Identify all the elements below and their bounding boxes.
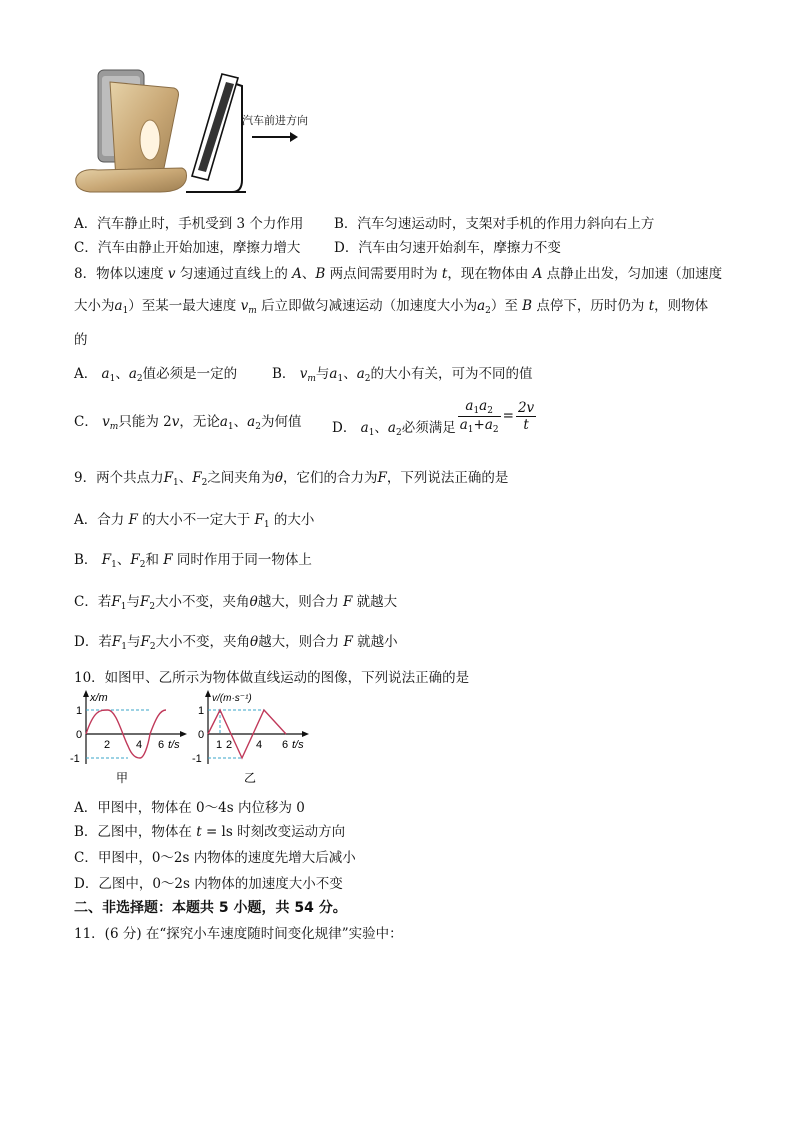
q9-option-c: C．若$F_1$与$F_2$大小不变，夹角θ越大，则合力 F 就越大 <box>74 594 398 612</box>
q8-option-c: C． $v_m$只能为 2v，无论$a_1$、$a_2$为何值 <box>74 414 302 432</box>
q7-option-c: C．汽车由静止开始加速，摩擦力增大 <box>74 240 301 256</box>
q8-stem-line3: 的 <box>74 332 88 348</box>
yi-ytick-0: 0 <box>198 729 205 741</box>
q9-stem: 9．两个共点力$F_1$、$F_2$之间夹角为θ，它们的合力为F，下列说法正确的是 <box>74 470 509 488</box>
q9-option-b: B． $F_1$、$F_2$和 F 同时作用于同一物体上 <box>74 552 312 570</box>
jia-xlabel: t/s <box>168 739 180 751</box>
jia-caption: 甲 <box>116 771 129 785</box>
q10-option-a: A．甲图中，物体在 0～4s 内位移为 0 <box>74 800 305 816</box>
phone-stand-diagram <box>182 70 252 198</box>
jia-xtick-2: 2 <box>104 739 111 751</box>
graph-jia <box>70 688 190 788</box>
fraction-a1a2: $\frac{a_1a_2}{a_1+a_2}$ <box>459 398 499 435</box>
jia-ytick-1: 1 <box>76 705 83 717</box>
yi-xlabel: t/s <box>292 739 304 751</box>
yi-xtick-2: 2 <box>226 739 233 751</box>
q7-option-b: B．汽车匀速运动时，支架对手机的作用力斜向右上方 <box>334 216 655 232</box>
q10-stem: 10．如图甲、乙所示为物体做直线运动的图像，下列说法正确的是 <box>74 670 470 686</box>
yi-ytick-m1: -1 <box>192 753 202 765</box>
yi-ylabel: v/(m·s⁻¹) <box>212 693 252 704</box>
arrow-right-icon <box>250 130 300 144</box>
graph-yi <box>194 688 324 788</box>
q8-option-d: D． $a_1$、$a_2$必须满足 $\frac{a_1a_2}{a_1+a_2}$ = $\frac{2v}{t}$ <box>332 398 535 438</box>
q7-option-a: A．汽车静止时，手机受到 3 个力作用 <box>74 216 304 232</box>
yi-xtick-6: 6 <box>282 739 289 751</box>
q10-option-d: D．乙图中，0～2s 内物体的加速度大小不变 <box>74 876 343 892</box>
yi-caption: 乙 <box>244 771 257 785</box>
yi-ytick-1: 1 <box>198 705 205 717</box>
section-two-title: 二、非选择题：本题共 5 小题，共 54 分。 <box>74 900 347 916</box>
yi-xtick-1: 1 <box>216 739 223 751</box>
q7-option-d: D．汽车由匀速开始刹车，摩擦力不变 <box>334 240 561 256</box>
q8-option-b: B． $v_m$与$a_1$、$a_2$的大小有关，可为不同的值 <box>272 366 533 384</box>
q10-option-c: C．甲图中，0～2s 内物体的速度先增大后减小 <box>74 850 356 866</box>
jia-xtick-6: 6 <box>158 739 165 751</box>
q9-option-d: D．若$F_1$与$F_2$大小不变，夹角θ越大，则合力 F 就越小 <box>74 634 398 652</box>
jia-ylabel: x/m <box>90 692 108 704</box>
q8-option-a: A． $a_1$、$a_2$值必须是一定的 <box>74 366 238 384</box>
jia-ytick-m1: -1 <box>70 753 80 765</box>
fraction-2v-t: $\frac{2v}{t}$ <box>517 400 535 433</box>
direction-caption: 汽车前进方向 <box>242 114 308 127</box>
q11-stem: 11．(6 分) 在“探究小车速度随时间变化规律”实验中： <box>74 926 403 942</box>
phone-stand-photo <box>70 68 190 196</box>
yi-xtick-4: 4 <box>256 739 263 751</box>
jia-ytick-0: 0 <box>76 729 83 741</box>
q9-option-a: A．合力 F 的大小不一定大于 $F_1$ 的大小 <box>74 512 315 530</box>
jia-xtick-4: 4 <box>136 739 143 751</box>
q8-stem-line2: 大小为$a_1$）至某一最大速度 $v_m$ 后立即做匀减速运动（加速度大小为$a_2$）至 B 点停下，历时仍为 t，则物体 <box>74 298 709 316</box>
q10-option-b: B．乙图中，物体在 t = ls 时刻改变运动方向 <box>74 824 346 840</box>
q8-stem-line1: 8．物体以速度 v 匀速通过直线上的 A、B 两点间需要用时为 t，现在物体由 A 点静止出发，匀加速（加速度 <box>74 266 723 282</box>
